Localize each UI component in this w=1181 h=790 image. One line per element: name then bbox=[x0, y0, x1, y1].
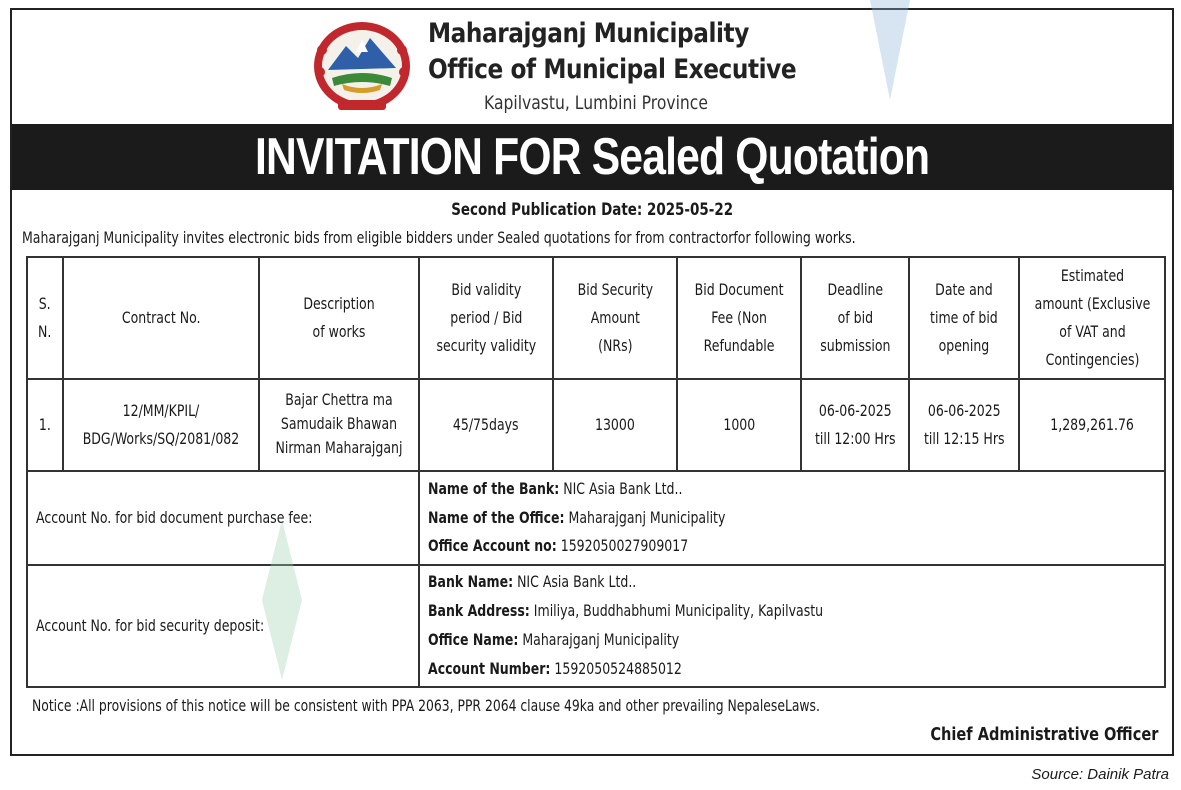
header-deadline: Deadline of bid submission bbox=[801, 257, 909, 379]
cell-doc-fee: 1000 bbox=[677, 379, 801, 471]
security-deposit-label: Account No. for bid security deposit: bbox=[27, 565, 419, 687]
header-contract: Contract No. bbox=[63, 257, 259, 379]
header-security: Bid Security Amount (NRs) bbox=[553, 257, 677, 379]
security-deposit-row bbox=[27, 565, 1165, 687]
cell-contract: 12/MM/KPIL/ BDG/Works/SQ/2081/082 bbox=[63, 379, 259, 471]
notice-title: INVITATION FOR Sealed Quotation bbox=[254, 128, 930, 186]
table-header-row bbox=[27, 257, 1165, 379]
legal-notice: Notice :All provisions of this notice will be consistent with PPA 2063, PPR 2064 clause 49ka and other prevailing NepaleseLaws. bbox=[32, 696, 820, 715]
intro-text: Maharajganj Municipality invites electronic bids from eligible bidders under Sealed quotations for from contractorfor following works. bbox=[22, 228, 856, 247]
title-banner bbox=[12, 124, 1172, 190]
cell-security: 13000 bbox=[553, 379, 677, 471]
cell-validity: 45/75days bbox=[419, 379, 553, 471]
publication-date: Second Publication Date: 2025-05-22 bbox=[451, 200, 733, 220]
header-description: Description of works bbox=[259, 257, 419, 379]
header bbox=[12, 10, 1172, 124]
location: Kapilvastu, Lumbini Province bbox=[484, 92, 708, 114]
cell-sn: 1. bbox=[27, 379, 63, 471]
header-doc-fee: Bid Document Fee (Non Refundable bbox=[677, 257, 801, 379]
nepal-emblem-icon bbox=[312, 20, 412, 114]
header-sn: S. N. bbox=[27, 257, 63, 379]
header-estimate: Estimated amount (Exclusive of VAT and Contingencies) bbox=[1019, 257, 1165, 379]
table-row bbox=[27, 379, 1165, 471]
office-name: Office of Municipal Executive bbox=[428, 54, 797, 85]
municipality-name: Maharajganj Municipality bbox=[428, 18, 749, 49]
cell-estimate: 1,289,261.76 bbox=[1019, 379, 1165, 471]
cell-deadline: 06-06-2025 till 12:00 Hrs bbox=[801, 379, 909, 471]
cell-description: Bajar Chettra ma Samudaik Bhawan Nirman Maharajganj bbox=[259, 379, 419, 471]
purchase-fee-label: Account No. for bid document purchase fee: bbox=[27, 471, 419, 565]
security-deposit-details: Bank Name: NIC Asia Bank Ltd.. Bank Address: Imiliya, Buddhabhumi Municipality, Kapilvastu Office Name: Maharajganj Municipality Account Number: 1592050524885012 bbox=[419, 565, 1165, 687]
header-opening: Date and time of bid opening bbox=[909, 257, 1019, 379]
cell-opening: 06-06-2025 till 12:15 Hrs bbox=[909, 379, 1019, 471]
signatory: Chief Administrative Officer bbox=[929, 724, 1158, 745]
source-credit: Source: Dainik Patra bbox=[1031, 766, 1169, 783]
bid-table bbox=[26, 256, 1166, 688]
header-validity: Bid validity period / Bid security validity bbox=[419, 257, 553, 379]
purchase-fee-details: Name of the Bank: NIC Asia Bank Ltd.. Name of the Office: Maharajganj Municipality Office Account no: 1592050027909017 bbox=[419, 471, 1165, 565]
notice-frame bbox=[10, 8, 1174, 756]
purchase-fee-row bbox=[27, 471, 1165, 565]
